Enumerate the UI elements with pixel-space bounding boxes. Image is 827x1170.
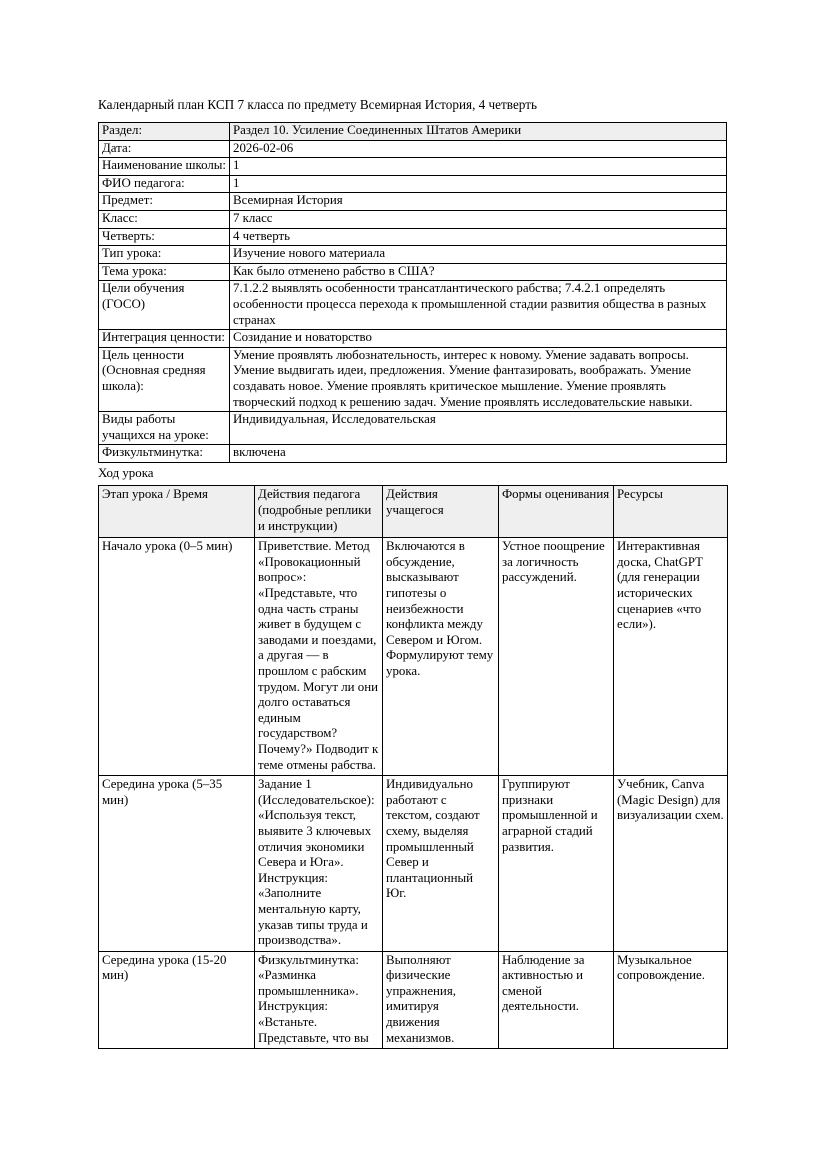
info-row-class xyxy=(99,210,727,228)
plan-row-lesson-start xyxy=(99,538,728,776)
plan-cell-assessment: Наблюдение за активностью и сменой деятельности. xyxy=(499,951,614,1049)
info-value: Всемирная История xyxy=(230,193,727,211)
info-label: Тип урока: xyxy=(99,246,230,264)
lesson-info-table xyxy=(98,122,727,463)
info-label: Класс: xyxy=(99,210,230,228)
info-value: Умение проявлять любознательность, интерес к новому. Умение задавать вопросы. Умение выдвигать идеи, предложения. Умение фантазировать, воображать. Умение создавать новое. Умение проявлять критическое мышление. Умение проявлять творческий подход к решению задач. Умение проявлять исследовательские навыки. xyxy=(230,347,727,411)
plan-header-assessment: Формы оценивания xyxy=(499,486,614,538)
document-title: Календарный план КСП 7 класса по предмету Всемирная История, 4 четверть xyxy=(98,97,537,112)
plan-cell-stage: Начало урока (0–5 мин) xyxy=(99,538,255,776)
plan-header-stage: Этап урока / Время xyxy=(99,486,255,538)
info-value: 7 класс xyxy=(230,210,727,228)
info-row-work-types xyxy=(99,412,727,445)
info-row-data xyxy=(99,140,727,158)
info-value: Изучение нового материала xyxy=(230,246,727,264)
info-label: Четверть: xyxy=(99,228,230,246)
info-row-goals xyxy=(99,281,727,330)
info-value: 2026-02-06 xyxy=(230,140,727,158)
info-label: Физкультминутка: xyxy=(99,445,230,463)
info-row-values-integration xyxy=(99,330,727,348)
info-row-lesson-topic xyxy=(99,263,727,281)
info-row-subject xyxy=(99,193,727,211)
plan-cell-student: Включаются в обсуждение, высказывают гипотезы о неизбежности конфликта между Севером и Югом. Формулируют тему урока. xyxy=(383,538,499,776)
info-row-razdel xyxy=(99,123,727,141)
info-row-lesson-type xyxy=(99,246,727,264)
info-value: 1 xyxy=(230,158,727,176)
info-label: Раздел: xyxy=(99,123,230,141)
plan-cell-assessment: Устное поощрение за логичность рассуждений. xyxy=(499,538,614,776)
plan-cell-teacher: Физкультминутка: «Разминка промышленника». Инструкция: «Встаньте. Представьте, что вы xyxy=(255,951,383,1049)
info-label: Цель ценности (Основная средняя школа): xyxy=(99,347,230,411)
section-heading: Ход урока xyxy=(98,465,154,480)
info-label: Интеграция ценности: xyxy=(99,330,230,348)
info-label: Наименование школы: xyxy=(99,158,230,176)
info-value: Индивидуальная, Исследовательская xyxy=(230,412,727,445)
info-value: 4 четверть xyxy=(230,228,727,246)
plan-header-student-actions: Действия учащегося xyxy=(383,486,499,538)
info-value: Как было отменено рабство в США? xyxy=(230,263,727,281)
info-value: 1 xyxy=(230,175,727,193)
info-label: Дата: xyxy=(99,140,230,158)
plan-cell-resources: Интерактивная доска, ChatGPT (для генерации исторических сценариев «что если»). xyxy=(614,538,728,776)
plan-cell-stage: Середина урока (5–35 мин) xyxy=(99,776,255,952)
plan-cell-teacher: Задание 1 (Исследовательское): «Используя текст, выявите 3 ключевых отличия экономики Севера и Юга». Инструкция: «Заполните ментальную карту, указав типы труда и производства». xyxy=(255,776,383,952)
plan-cell-student: Выполняют физические упражнения, имитируя движения механизмов. xyxy=(383,951,499,1049)
info-row-fizkultminutka xyxy=(99,445,727,463)
info-row-teacher xyxy=(99,175,727,193)
info-value: Раздел 10. Усиление Соединенных Штатов Америки xyxy=(230,123,727,141)
info-row-school xyxy=(99,158,727,176)
plan-header-row xyxy=(99,486,728,538)
plan-cell-teacher: Приветствие. Метод «Провокационный вопрос»: «Представьте, что одна часть страны живет в будущем с заводами и поездами, а другая — в прошлом с рабским трудом. Могут ли они долго оставаться единым государством? Почему?» Подводит к теме отмены рабства. xyxy=(255,538,383,776)
plan-row-lesson-middle-2 xyxy=(99,951,728,1049)
plan-cell-student: Индивидуально работают с текстом, создают схему, выделяя промышленный Север и плантационный Юг. xyxy=(383,776,499,952)
lesson-plan-table xyxy=(98,485,728,1049)
info-row-quarter xyxy=(99,228,727,246)
plan-row-lesson-middle-1 xyxy=(99,776,728,952)
plan-cell-stage: Середина урока (15-20 мин) xyxy=(99,951,255,1049)
info-value: Созидание и новаторство xyxy=(230,330,727,348)
info-value: включена xyxy=(230,445,727,463)
info-label: Предмет: xyxy=(99,193,230,211)
info-label: Тема урока: xyxy=(99,263,230,281)
plan-cell-resources: Музыкальное сопровождение. xyxy=(614,951,728,1049)
plan-cell-resources: Учебник, Canva (Magic Design) для визуализации схем. xyxy=(614,776,728,952)
info-label: ФИО педагога: xyxy=(99,175,230,193)
plan-cell-assessment: Группируют признаки промышленной и аграрной стадий развития. xyxy=(499,776,614,952)
plan-header-resources: Ресурсы xyxy=(614,486,728,538)
plan-header-teacher-actions: Действия педагога (подробные реплики и инструкции) xyxy=(255,486,383,538)
info-label: Виды работы учащихся на уроке: xyxy=(99,412,230,445)
info-label: Цели обучения (ГОСО) xyxy=(99,281,230,330)
info-row-values-goal xyxy=(99,347,727,411)
info-value: 7.1.2.2 выявлять особенности трансатлантического рабства; 7.4.2.1 определять особенности процесса перехода к промышленной стадии развития общества в разных странах xyxy=(230,281,727,330)
